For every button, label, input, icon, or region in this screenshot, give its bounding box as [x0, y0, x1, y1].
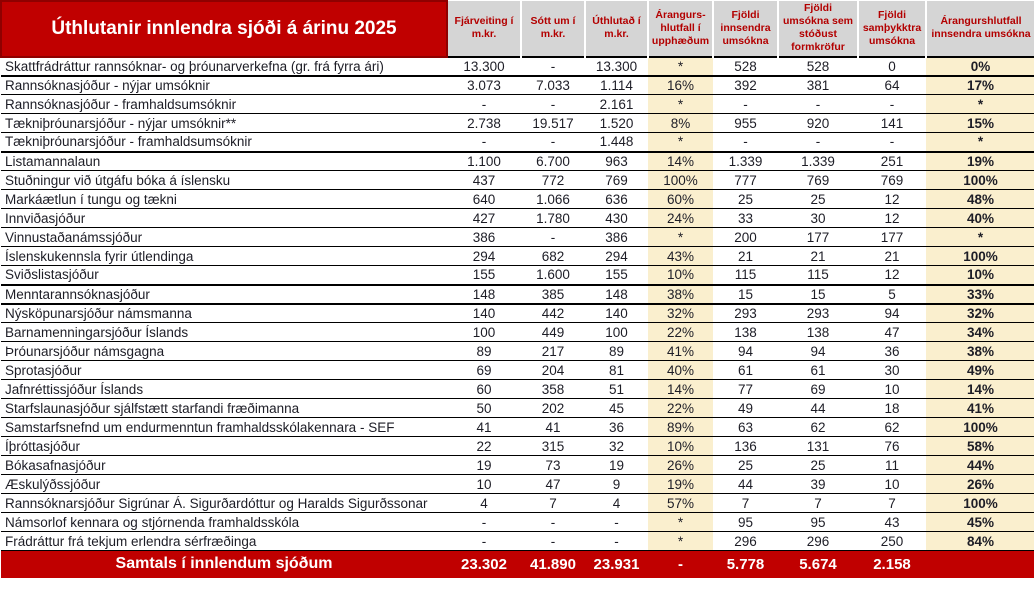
table-row: [1, 114, 1034, 133]
value-cell: 51: [608, 381, 625, 397]
value-cell: 81: [608, 362, 625, 378]
value-cell: 43: [884, 514, 900, 530]
value-cell: 136: [734, 438, 757, 454]
value-cell: 0%: [926, 57, 1034, 76]
value-cell: -: [743, 96, 748, 112]
value-cell: 14%: [648, 152, 713, 171]
value-cell: 38%: [926, 342, 1034, 361]
value-cell: 57%: [648, 494, 713, 513]
value-cell: 69: [476, 362, 492, 378]
value-cell: 61: [737, 362, 754, 378]
value-cell: 177: [806, 229, 830, 245]
value-cell: 1.339: [728, 153, 763, 169]
footer-label: Samtals í innlendum sjóðum: [115, 555, 333, 573]
value-cell: 10%: [926, 266, 1034, 285]
value-cell: 636: [605, 191, 628, 207]
fund-name-cell: Tækniþróunarsjóður - nýjar umsóknir**: [5, 115, 237, 131]
value-cell: 3.073: [467, 77, 501, 93]
value-cell: 1.114: [600, 77, 633, 93]
value-cell: 141: [880, 115, 904, 131]
value-cell: 148: [472, 286, 496, 302]
column-header: Árangurshlutfall innsendra umsókna: [926, 1, 1034, 57]
fund-name-cell: Starfslaunasjóður sjálfstætt starfandi fræðimanna: [5, 400, 300, 416]
value-cell: 100%: [926, 247, 1034, 266]
table-header: [1, 1, 1034, 57]
fund-name-cell: Rannsóknasjóður - nýjar umsóknir: [5, 77, 210, 93]
value-cell: 100%: [648, 171, 713, 190]
fund-name-cell: Samstarfsnefnd um endurmenntun framhaldsskólakennara - SEF: [5, 419, 395, 435]
value-cell: 84%: [926, 532, 1034, 551]
value-cell: 19%: [926, 152, 1034, 171]
value-cell: 17%: [926, 76, 1034, 95]
fund-name-cell: Nýsköpunarsjóður námsmanna: [5, 305, 192, 321]
value-cell: 138: [806, 324, 830, 340]
value-cell: 963: [605, 153, 628, 169]
value-cell: 40%: [926, 209, 1034, 228]
value-cell: 296: [734, 533, 757, 549]
fund-name-cell: Stuðningur við útgáfu bóka á íslensku: [5, 172, 231, 188]
value-cell: 34%: [926, 323, 1034, 342]
table-row: [1, 247, 1034, 266]
footer-total-cell: 5.778: [726, 555, 765, 573]
value-cell: 77: [737, 381, 754, 397]
value-cell: 47: [545, 476, 561, 492]
value-cell: 148: [605, 286, 628, 302]
value-cell: 769: [880, 172, 904, 188]
header-row: [1, 1, 1034, 57]
column-header: Fjöldi innsendra umsókna: [713, 1, 778, 57]
value-cell: 1.448: [599, 134, 634, 150]
table-row: [1, 437, 1034, 456]
value-cell: -: [550, 96, 556, 112]
column-header: Úthlutað í m.kr.: [585, 1, 648, 57]
column-header: Sótt um í m.kr.: [521, 1, 585, 57]
value-cell: -: [614, 514, 619, 530]
value-cell: *: [648, 513, 713, 532]
value-cell: 36: [608, 419, 625, 435]
column-header: Fjárveiting í m.kr.: [447, 1, 521, 57]
value-cell: 33%: [926, 285, 1034, 304]
value-cell: 294: [605, 248, 628, 264]
value-cell: 4: [480, 495, 488, 511]
footer-row: [1, 551, 1034, 578]
value-cell: 95: [810, 514, 826, 530]
table-row: [1, 361, 1034, 380]
value-cell: 10: [884, 476, 900, 492]
value-cell: 32%: [648, 304, 713, 323]
value-cell: 95: [737, 514, 754, 530]
value-cell: 21: [737, 248, 754, 264]
value-cell: 4: [612, 495, 621, 511]
value-cell: *: [648, 228, 713, 247]
value-cell: 12: [884, 191, 900, 207]
value-cell: 10%: [648, 266, 713, 285]
value-cell: 315: [541, 438, 565, 454]
value-cell: -: [743, 134, 748, 150]
value-cell: 22: [476, 438, 492, 454]
fund-name-cell: Námsorlof kennara og stjórnenda framhaldsskóla: [5, 514, 300, 530]
value-cell: -: [550, 134, 556, 150]
value-cell: 21: [884, 248, 900, 264]
value-cell: 1.780: [536, 210, 570, 226]
table-row: [1, 380, 1034, 399]
value-cell: *: [926, 95, 1034, 114]
value-cell: 89%: [648, 418, 713, 437]
value-cell: 155: [472, 267, 496, 283]
value-cell: 7: [741, 495, 750, 511]
table-footer: [1, 551, 1034, 578]
table-row: [1, 133, 1034, 152]
value-cell: 24%: [648, 209, 713, 228]
value-cell: 7: [549, 495, 557, 511]
value-cell: 19.517: [532, 115, 574, 131]
value-cell: 45: [608, 400, 625, 416]
footer-total-cell: 41.890: [530, 555, 576, 573]
value-cell: 25: [810, 191, 826, 207]
table-row: [1, 190, 1034, 209]
value-cell: *: [648, 57, 713, 76]
fund-name-cell: Sprotasjóður: [5, 362, 82, 378]
value-cell: 25: [737, 191, 754, 207]
value-cell: 437: [472, 172, 496, 188]
value-cell: 392: [734, 77, 757, 93]
fund-name-cell: Markáætlun í tungu og tækni: [5, 191, 177, 207]
value-cell: 155: [605, 267, 628, 283]
value-cell: 7: [888, 495, 896, 511]
value-cell: *: [648, 133, 713, 152]
column-header: Fjöldi umsókna sem stóðust formkröfur: [778, 1, 858, 57]
value-cell: 777: [734, 172, 757, 188]
value-cell: 920: [806, 115, 830, 131]
value-cell: 250: [880, 533, 904, 549]
value-cell: 13.300: [595, 58, 638, 74]
table-row: [1, 152, 1034, 171]
value-cell: 115: [807, 267, 829, 283]
table-row: [1, 513, 1034, 532]
fund-name-cell: Sviðslistasjóður: [5, 267, 99, 283]
value-cell: 26%: [648, 456, 713, 475]
value-cell: 14%: [926, 380, 1034, 399]
value-cell: 48%: [926, 190, 1034, 209]
value-cell: 49%: [926, 361, 1034, 380]
value-cell: -: [481, 134, 487, 150]
value-cell: 94: [884, 305, 900, 321]
value-cell: 94: [737, 343, 754, 359]
value-cell: 21: [810, 248, 826, 264]
value-cell: 2.161: [599, 96, 634, 112]
value-cell: 22%: [648, 323, 713, 342]
value-cell: -: [550, 533, 556, 549]
value-cell: 358: [541, 381, 565, 397]
value-cell: 217: [541, 343, 565, 359]
value-cell: 32%: [926, 304, 1034, 323]
value-cell: 25: [737, 457, 754, 473]
value-cell: 131: [806, 438, 830, 454]
fund-name-cell: Íþróttasjóður: [5, 438, 81, 454]
fund-name-cell: Íslenskukennsla fyrir útlendinga: [5, 248, 194, 264]
value-cell: 41: [476, 419, 492, 435]
value-cell: 138: [734, 324, 757, 340]
value-cell: 12: [884, 210, 900, 226]
table-row: [1, 532, 1034, 551]
value-cell: 100%: [926, 494, 1034, 513]
value-cell: 36: [884, 343, 900, 359]
value-cell: 1.339: [801, 153, 835, 169]
value-cell: 12: [884, 267, 900, 283]
value-cell: 45%: [926, 513, 1034, 532]
table-body: [1, 57, 1034, 551]
value-cell: 50: [476, 400, 492, 416]
value-cell: 62: [884, 419, 900, 435]
fund-name-cell: Æskulýðssjóður: [5, 476, 101, 492]
footer-total-cell: [926, 551, 1034, 578]
value-cell: *: [648, 95, 713, 114]
table-row: [1, 494, 1034, 513]
table-row: [1, 57, 1034, 76]
value-cell: 204: [541, 362, 565, 378]
value-cell: *: [648, 532, 713, 551]
table-row: [1, 304, 1034, 323]
value-cell: -: [889, 134, 895, 150]
value-cell: 386: [472, 229, 496, 245]
value-cell: 60%: [648, 190, 713, 209]
fund-name-cell: Barnamenningarsjóður Íslands: [5, 324, 189, 340]
value-cell: -: [815, 96, 821, 112]
value-cell: 7: [814, 495, 822, 511]
value-cell: 47: [884, 324, 900, 340]
value-cell: 58%: [926, 437, 1034, 456]
value-cell: -: [889, 96, 895, 112]
value-cell: 69: [810, 381, 826, 397]
value-cell: 9: [612, 476, 621, 492]
value-cell: 89: [476, 343, 492, 359]
table-row: [1, 266, 1034, 285]
value-cell: 76: [884, 438, 900, 454]
value-cell: 19: [476, 457, 492, 473]
table-row: [1, 171, 1034, 190]
fund-name-cell: Rannsóknasjóður - framhaldsumsóknir: [5, 96, 237, 112]
value-cell: 64: [884, 77, 900, 93]
value-cell: 293: [806, 305, 830, 321]
value-cell: 10: [476, 476, 492, 492]
value-cell: 61: [810, 362, 826, 378]
table-row: [1, 76, 1034, 95]
value-cell: 94: [810, 343, 826, 359]
value-cell: 10%: [648, 437, 713, 456]
value-cell: -: [550, 229, 556, 245]
value-cell: 2.738: [467, 115, 501, 131]
value-cell: 1.066: [536, 191, 570, 207]
table-row: [1, 418, 1034, 437]
table-row: [1, 456, 1034, 475]
fund-name-cell: Frádráttur frá tekjum erlendra sérfræðinga: [5, 533, 257, 549]
value-cell: 442: [541, 305, 565, 321]
value-cell: 39: [810, 476, 826, 492]
page-title: Úthlutanir innlendra sjóði á árinu 2025: [1, 1, 447, 57]
table-row: [1, 228, 1034, 247]
table-row: [1, 95, 1034, 114]
value-cell: 1.100: [467, 153, 501, 169]
value-cell: 89: [608, 343, 625, 359]
value-cell: 63: [737, 419, 754, 435]
value-cell: 26%: [926, 475, 1034, 494]
value-cell: -: [550, 514, 556, 530]
value-cell: 682: [541, 248, 565, 264]
value-cell: 200: [734, 229, 757, 245]
value-cell: 1.520: [599, 115, 634, 131]
value-cell: 15%: [926, 114, 1034, 133]
value-cell: 385: [541, 286, 565, 302]
value-cell: 11: [884, 457, 899, 473]
value-cell: 41%: [926, 399, 1034, 418]
value-cell: 5: [888, 286, 896, 302]
value-cell: 251: [880, 153, 904, 169]
value-cell: 44: [810, 400, 826, 416]
value-cell: 13.300: [463, 58, 505, 74]
table-row: [1, 475, 1034, 494]
value-cell: 640: [472, 191, 496, 207]
value-cell: 14%: [648, 380, 713, 399]
value-cell: 33: [737, 210, 754, 226]
fund-name-cell: Skattfrádráttur rannsóknar- og þróunarverkefna (gr. frá fyrra ári): [5, 58, 384, 74]
footer-total-cell: 5.674: [799, 555, 837, 573]
value-cell: 15: [810, 286, 826, 302]
value-cell: 296: [806, 533, 830, 549]
value-cell: *: [926, 133, 1034, 152]
value-cell: 62: [810, 419, 826, 435]
table-row: [1, 342, 1034, 361]
value-cell: 386: [605, 229, 628, 245]
value-cell: 140: [472, 305, 496, 321]
fund-name-cell: Vinnustaðanámssjóður: [5, 229, 143, 245]
value-cell: 449: [541, 324, 565, 340]
value-cell: 115: [734, 267, 757, 283]
value-cell: 30: [810, 210, 826, 226]
value-cell: 15: [737, 286, 754, 302]
value-cell: 25: [810, 457, 826, 473]
value-cell: 49: [737, 400, 754, 416]
value-cell: 60: [476, 381, 492, 397]
column-header: Fjöldi samþykktra umsókna: [858, 1, 926, 57]
value-cell: 32: [608, 438, 625, 454]
value-cell: 528: [806, 58, 830, 74]
value-cell: 430: [605, 210, 628, 226]
value-cell: 30: [884, 362, 900, 378]
value-cell: 1.600: [536, 267, 570, 283]
value-cell: 528: [734, 58, 757, 74]
value-cell: 769: [806, 172, 830, 188]
fund-name-cell: Menntarannsóknasjóður: [5, 286, 150, 302]
table-row: [1, 323, 1034, 342]
value-cell: 381: [806, 77, 830, 93]
value-cell: 427: [472, 210, 496, 226]
value-cell: 100%: [926, 418, 1034, 437]
value-cell: 41: [545, 419, 561, 435]
value-cell: 19: [608, 457, 625, 473]
table-row: [1, 209, 1034, 228]
value-cell: 100%: [926, 171, 1034, 190]
value-cell: 73: [545, 457, 561, 473]
value-cell: 294: [472, 248, 496, 264]
value-cell: 202: [541, 400, 565, 416]
value-cell: 140: [605, 305, 628, 321]
value-cell: 16%: [648, 76, 713, 95]
table-row: [1, 285, 1034, 304]
value-cell: *: [926, 228, 1034, 247]
fund-name-cell: Tækniþróunarsjóður - framhaldsumsóknir: [5, 134, 252, 150]
value-cell: 44: [737, 476, 754, 492]
value-cell: 40%: [648, 361, 713, 380]
value-cell: 8%: [648, 114, 713, 133]
value-cell: 38%: [648, 285, 713, 304]
value-cell: 100: [605, 324, 628, 340]
fund-name-cell: Bókasafnasjóður: [5, 457, 106, 473]
value-cell: -: [481, 514, 487, 530]
value-cell: -: [815, 134, 821, 150]
value-cell: 7.033: [536, 77, 570, 93]
footer-total-cell: -: [678, 555, 683, 573]
value-cell: 41%: [648, 342, 713, 361]
value-cell: 44%: [926, 456, 1034, 475]
value-cell: 100: [472, 324, 496, 340]
footer-total-cell: 23.302: [461, 555, 507, 573]
value-cell: 18: [884, 400, 900, 416]
column-header: Árangurs- hlutfall í upphæðum: [648, 1, 713, 57]
value-cell: 19%: [648, 475, 713, 494]
value-cell: 6.700: [536, 153, 570, 169]
fund-name-cell: Þróunarsjóður námsgagna: [5, 343, 165, 359]
value-cell: -: [481, 96, 487, 112]
value-cell: 43%: [648, 247, 713, 266]
value-cell: 10: [884, 381, 900, 397]
fund-name-cell: Rannsóknarsjóður Sigrúnar Á. Sigurðardóttur og Haralds Sigurðssonar: [5, 495, 428, 511]
value-cell: 772: [541, 172, 565, 188]
value-cell: 955: [734, 115, 757, 131]
value-cell: 22%: [648, 399, 713, 418]
value-cell: 769: [605, 172, 628, 188]
footer-total-cell: 23.931: [593, 555, 640, 573]
value-cell: -: [481, 533, 487, 549]
table-row: [1, 399, 1034, 418]
value-cell: 293: [734, 305, 757, 321]
footer-total-cell: 2.158: [873, 555, 911, 573]
value-cell: 177: [880, 229, 904, 245]
fund-name-cell: Listamannalaun: [5, 153, 101, 169]
value-cell: 0: [888, 58, 896, 74]
value-cell: -: [614, 533, 619, 549]
fund-name-cell: Innviðasjóður: [5, 210, 86, 226]
fund-name-cell: Jafnréttissjóður Íslands: [5, 381, 144, 397]
value-cell: -: [550, 58, 556, 74]
